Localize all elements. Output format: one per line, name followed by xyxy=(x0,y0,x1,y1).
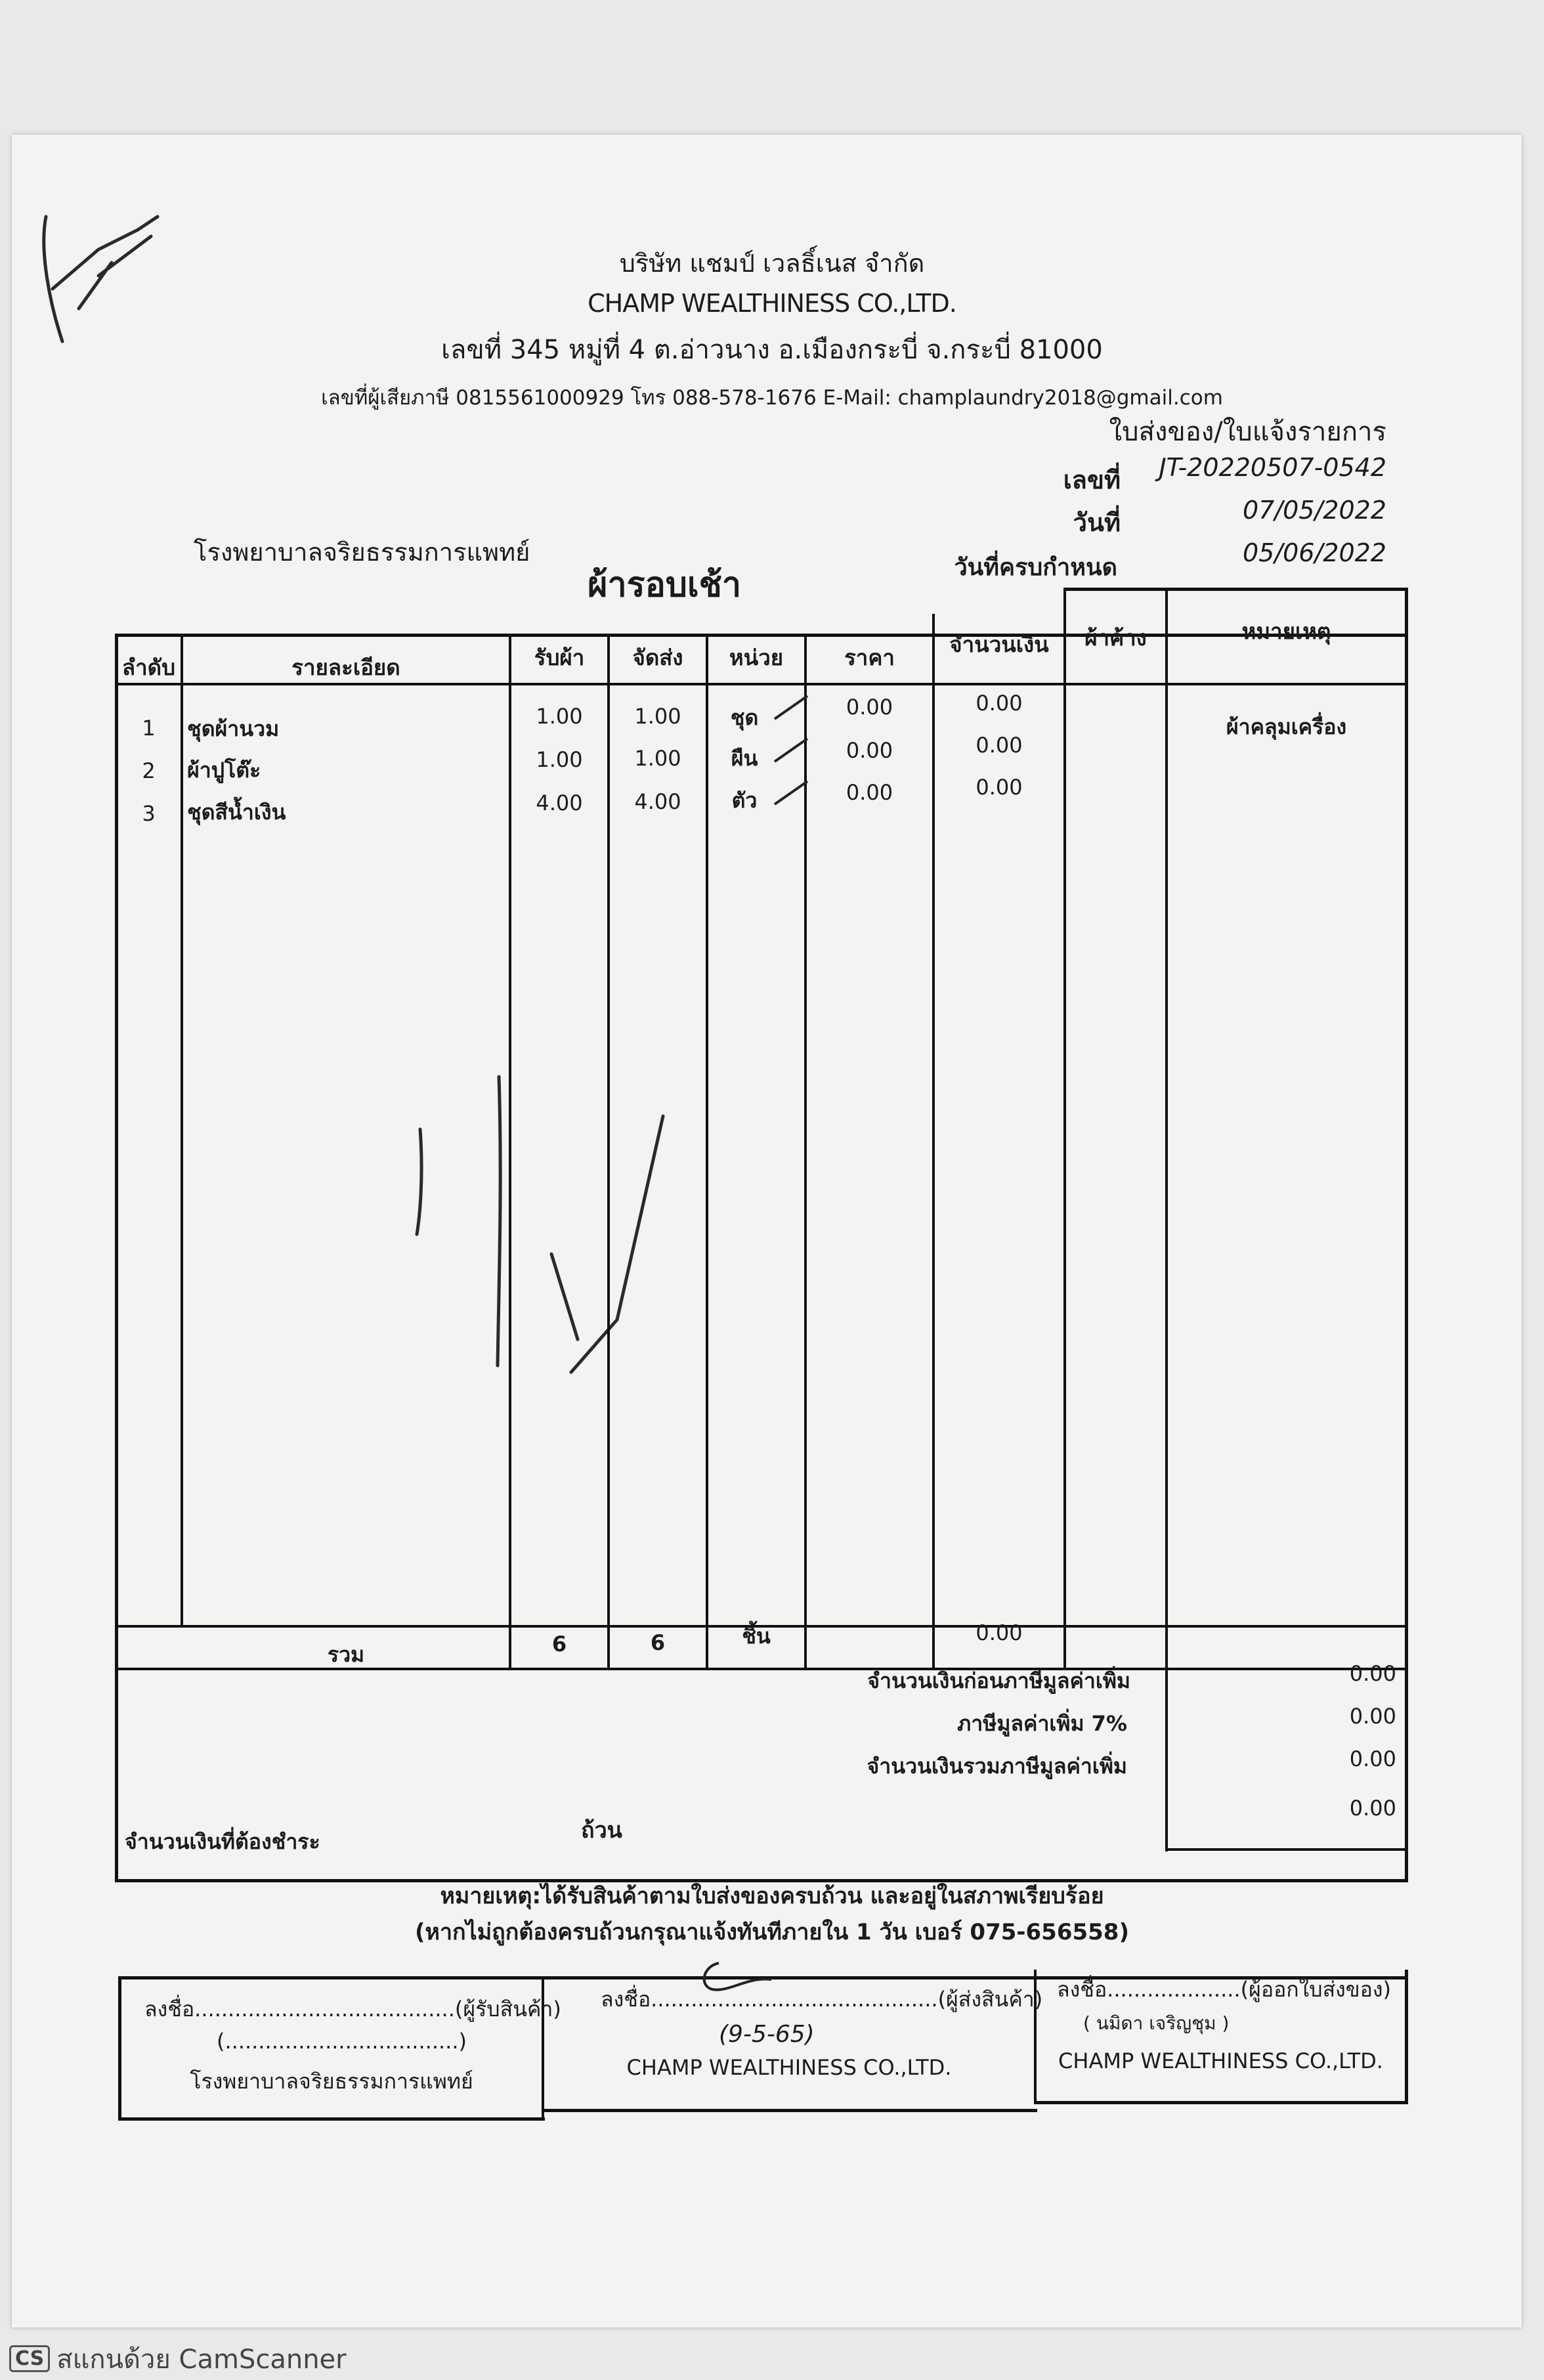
sender-sign-line: ลงชื่อ...........................................(ผู้ส่งสินค้า) xyxy=(601,1987,1043,2012)
row-amount: 0.00 xyxy=(976,691,1023,716)
document-type: ใบส่งของ/ใบแจ้งรายการ xyxy=(1109,417,1386,447)
row-no: 1 xyxy=(142,716,156,741)
payable-text: ถ้วน xyxy=(581,1817,622,1844)
total-label: รวม xyxy=(327,1642,365,1667)
row-unit: ชุด xyxy=(730,705,759,730)
camscanner-watermark xyxy=(0,2337,1544,2380)
row-remark: ผ้าคลุมเครื่อง xyxy=(1226,714,1347,739)
doc-due-value: 05/06/2022 xyxy=(1242,538,1386,567)
doc-date-label: วันที่ xyxy=(1073,508,1121,537)
doc-no-value: JT-20220507-0542 xyxy=(1159,453,1386,482)
receiver-sign-line: ลงชื่อ.......................................(ผู้รับสินค้า) xyxy=(144,1997,561,2022)
incl-vat-value: 0.00 xyxy=(1349,1746,1396,1771)
doc-no-label: เลขที่ xyxy=(1063,465,1121,494)
col-header-desc: รายละเอียด xyxy=(291,655,400,680)
row-delivered: 1.00 xyxy=(634,704,681,729)
doc-date-value: 07/05/2022 xyxy=(1242,496,1386,525)
camscanner-text: สแกนด้วย CamScanner xyxy=(56,2344,347,2375)
total-delivered: 6 xyxy=(650,1630,666,1655)
row-price: 0.00 xyxy=(846,695,893,720)
doc-due-label: วันที่ครบกำหนด xyxy=(954,554,1117,581)
row-no: 2 xyxy=(142,758,156,783)
col-header-unit: หน่วย xyxy=(729,645,784,670)
row-unit: ผืน xyxy=(731,746,758,771)
row-no: 3 xyxy=(142,801,156,826)
col-header-pending: ผ้าค้าง xyxy=(1084,625,1147,651)
sender-org: CHAMP WEALTHINESS CO.,LTD. xyxy=(626,2055,952,2080)
row-delivered: 1.00 xyxy=(634,746,681,771)
company-name-en: CHAMP WEALTHINESS CO.,LTD. xyxy=(588,289,956,318)
vat-value: 0.00 xyxy=(1349,1704,1396,1729)
row-amount: 0.00 xyxy=(976,733,1023,758)
issuer-name: ( นมิดา เจริญชุม ) xyxy=(1083,2012,1230,2034)
sender-signature-mark xyxy=(689,1957,781,2002)
row-desc: ชุดสีน้ำเงิน xyxy=(187,800,286,825)
row-price: 0.00 xyxy=(846,738,893,763)
issuer-sign-line: ลงชื่อ....................(ผู้ออกใบส่งของ) xyxy=(1057,1977,1391,2002)
vat-label: ภาษีมูลค่าเพิ่ม 7% xyxy=(957,1711,1127,1736)
before-vat-label: จำนวนเงินก่อนภาษีมูลค่าเพิ่ม xyxy=(867,1668,1130,1693)
col-header-price: ราคา xyxy=(844,645,895,670)
row-received: 4.00 xyxy=(536,790,583,815)
row-received: 1.00 xyxy=(536,747,583,772)
check-marks xyxy=(768,689,821,821)
document-title: ผ้ารอบเช้า xyxy=(588,565,742,605)
sender-handwritten-date: (9-5-65) xyxy=(719,2021,815,2048)
col-header-received: รับผ้า xyxy=(534,645,585,670)
row-unit: ตัว xyxy=(731,788,758,813)
col-header-amount: จำนวนเงิน xyxy=(949,632,1049,657)
col-header-remark: หมายเหตุ xyxy=(1241,618,1331,644)
col-header-delivered: จัดส่ง xyxy=(632,645,683,670)
company-contact: เลขที่ผู้เสียภาษี 0815561000929 โทร 088-578-1676 E-Mail: champlaundry2018@gmail.com xyxy=(321,386,1223,410)
row-desc: ชุดผ้านวม xyxy=(187,716,280,741)
col-header-no: ลำดับ xyxy=(121,655,176,680)
payable-label: จำนวนเงินที่ต้องชำระ xyxy=(125,1829,320,1854)
receiver-org: โรงพยาบาลจริยธรรมการแพทย์ xyxy=(190,2069,473,2094)
row-delivered: 4.00 xyxy=(634,789,681,814)
company-name-th: บริษัท แชมป์ เวลธิ์เนส จำกัด xyxy=(619,249,925,278)
incl-vat-label: จำนวนเงินรวมภาษีมูลค่าเพิ่ม xyxy=(867,1754,1127,1779)
row-desc: ผ้าปูโต๊ะ xyxy=(187,758,261,783)
payable-value: 0.00 xyxy=(1349,1796,1396,1821)
row-received: 1.00 xyxy=(536,704,583,729)
total-unit: ชิ้น xyxy=(742,1624,771,1649)
total-amount: 0.00 xyxy=(976,1620,1023,1645)
receiver-name-line: (...................................) xyxy=(217,2029,467,2054)
note-line-2: (หากไม่ถูกต้องครบถ้วนกรุณาแจ้งทันทีภายใน 1 วัน เบอร์ 075-656558) xyxy=(415,1919,1129,1945)
note-line-1: หมายเหตุ:ได้รับสินค้าตามใบส่งของครบถ้วน และอยู่ในสภาพเรียบร้อย xyxy=(440,1883,1104,1909)
customer-name: โรงพยาบาลจริยธรรมการแพทย์ xyxy=(194,538,530,567)
company-address: เลขที่ 345 หมู่ที่ 4 ต.อ่าวนาง อ.เมืองกระบี่ จ.กระบี่ 81000 xyxy=(441,335,1103,365)
total-received: 6 xyxy=(551,1632,567,1656)
camscanner-logo: CS xyxy=(9,2345,50,2372)
row-amount: 0.00 xyxy=(976,775,1023,800)
row-price: 0.00 xyxy=(846,780,893,805)
issuer-org: CHAMP WEALTHINESS CO.,LTD. xyxy=(1058,2048,1383,2073)
before-vat-value: 0.00 xyxy=(1349,1661,1396,1686)
